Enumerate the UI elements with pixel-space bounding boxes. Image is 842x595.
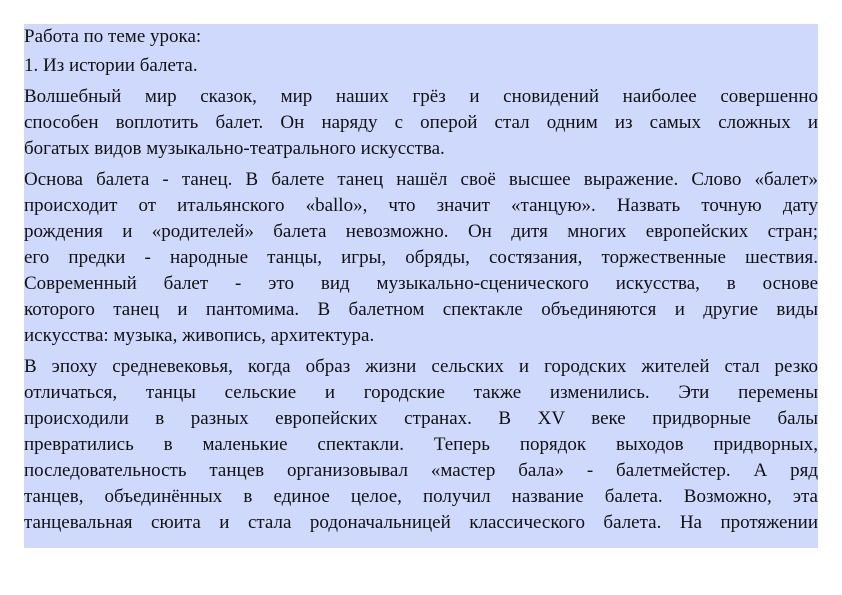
paragraph-line: происходили в разных европейских странах. В XV веке придворные балы [24, 408, 818, 429]
paragraph-line: последовательность танцев организовывал «мастер бала» - балетмейстер. А ряд [24, 460, 818, 481]
paragraph-line: искусства: музыка, живопись, архитектура. [24, 325, 375, 346]
paragraph-line: Современный балет - это вид музыкально-сценического искусства, в основе [24, 273, 818, 294]
paragraph-line: превратились в маленькие спектакли. Теперь порядок выходов придворных, [24, 434, 818, 455]
paragraph-line: рождения и «родителей» балета невозможно. Он дитя многих европейских стран; [24, 221, 818, 242]
paragraph-line: богатых видов музыкально-театрального искусства. [24, 138, 445, 159]
paragraph-line: танцевальная сюита и стала родоначальницей классического балета. На протяжении [24, 512, 818, 533]
paragraph-2 [24, 167, 818, 349]
paragraph-line: происходит от итальянского «ballo», что значит «танцую». Назвать точную дату [24, 195, 818, 216]
paragraph-line: Волшебный мир сказок, мир наших грёз и сновидений наиболее совершенно [24, 86, 818, 107]
paragraph-line: Основа балета - танец. В балете танец нашёл своё высшее выражение. Слово «балет» [24, 169, 818, 190]
paragraph-line: танцев, объединённых в единое целое, получил название балета. Возможно, эта [24, 486, 818, 507]
paragraph-line: отличаться, танцы сельские и городские также изменились. Эти перемены [24, 382, 818, 403]
text-block [24, 24, 818, 548]
paragraph-line: В эпоху средневековья, когда образ жизни сельских и городских жителей стал резко [24, 356, 818, 377]
paragraph-line: которого танец и пантомима. В балетном спектакле объединяются и другие виды [24, 299, 818, 320]
paragraph-3 [24, 354, 818, 536]
paragraph-line: его предки - народные танцы, игры, обряды, состязания, торжественные шествия. [24, 247, 818, 268]
paragraph-1 [24, 84, 818, 162]
lesson-heading: Работа по теме урока: [24, 26, 202, 47]
paragraph-line: способен воплотить балет. Он наряду с оперой стал одним из самых сложных и [24, 112, 818, 133]
section-heading: 1. Из истории балета. [24, 55, 198, 76]
